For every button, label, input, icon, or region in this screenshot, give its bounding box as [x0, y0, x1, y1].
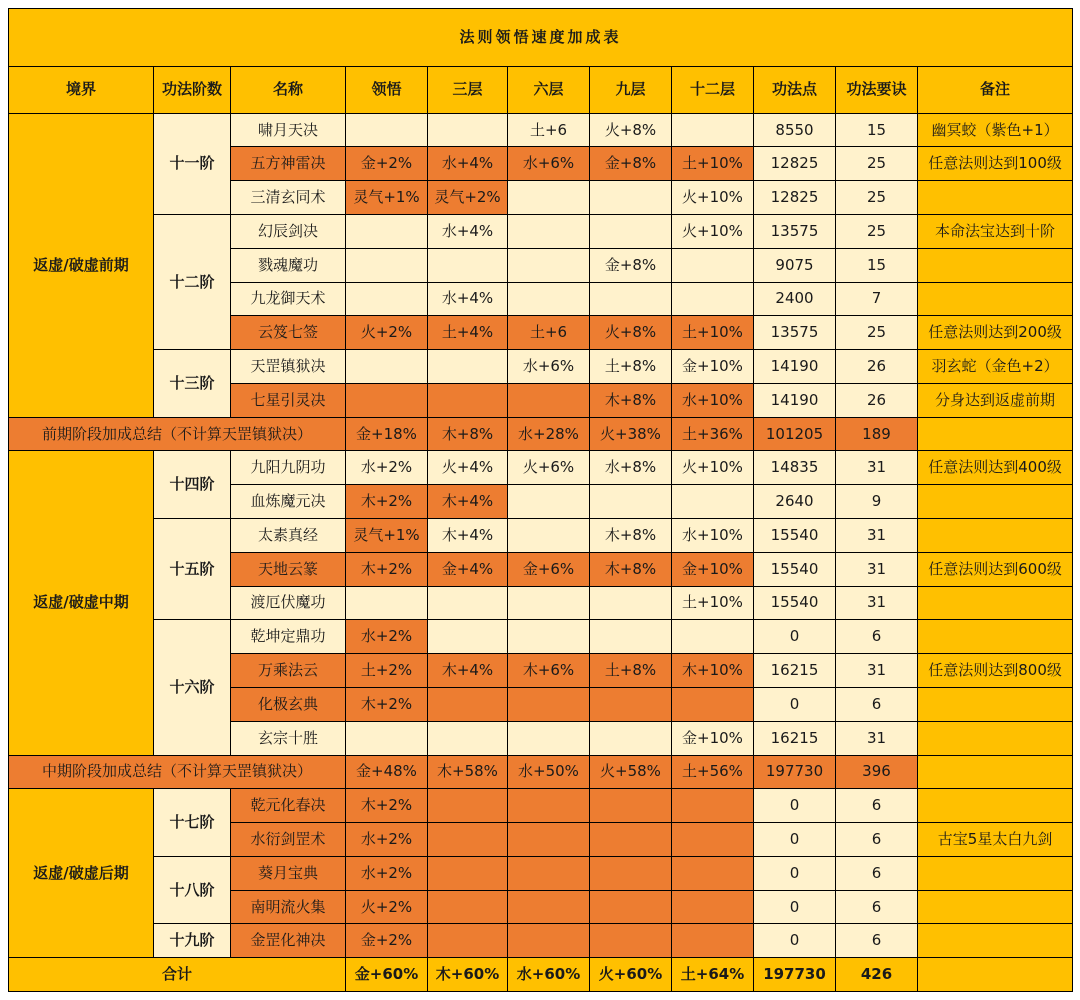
bonus-cell	[346, 215, 428, 249]
points-cell: 2640	[754, 485, 836, 519]
summary-bonus: 土+56%	[672, 755, 754, 789]
bonus-cell: 火+2%	[346, 316, 428, 350]
bonus-cell	[590, 789, 672, 823]
bonus-cell: 金+8%	[590, 147, 672, 181]
technique-name: 啸月天决	[231, 113, 346, 147]
bonus-cell	[672, 924, 754, 958]
column-header: 九层	[590, 67, 672, 114]
note-cell: 分身达到返虚前期	[918, 383, 1073, 417]
requirement-cell: 6	[836, 687, 918, 721]
bonus-cell	[428, 350, 508, 384]
bonus-cell: 灵气+1%	[346, 519, 428, 553]
bonus-cell: 土+4%	[428, 316, 508, 350]
requirement-cell: 25	[836, 181, 918, 215]
bonus-table	[8, 8, 1073, 992]
bonus-cell: 木+2%	[346, 789, 428, 823]
summary-label: 中期阶段加成总结（不计算天罡镇狱决）	[9, 755, 346, 789]
points-cell: 14835	[754, 451, 836, 485]
bonus-cell	[428, 113, 508, 147]
bonus-cell	[508, 620, 590, 654]
column-header: 功法阶数	[154, 67, 231, 114]
summ-row	[9, 417, 1073, 451]
total-bonus: 火+60%	[590, 958, 672, 992]
note-cell: 任意法则达到400级	[918, 451, 1073, 485]
realm-label: 返虚/破虚中期	[9, 451, 154, 755]
points-cell: 8550	[754, 113, 836, 147]
requirement-cell: 6	[836, 823, 918, 857]
bonus-cell	[428, 721, 508, 755]
requirement-cell: 15	[836, 113, 918, 147]
points-cell: 15540	[754, 552, 836, 586]
bonus-cell	[346, 350, 428, 384]
summary-bonus: 木+58%	[428, 755, 508, 789]
bonus-cell	[428, 586, 508, 620]
bonus-cell	[672, 856, 754, 890]
bonus-cell: 金+10%	[672, 552, 754, 586]
bonus-cell: 土+10%	[672, 316, 754, 350]
bonus-cell: 金+6%	[508, 552, 590, 586]
bonus-cell	[508, 856, 590, 890]
hdr-row	[9, 67, 1073, 114]
note-cell	[918, 890, 1073, 924]
bonus-cell	[508, 721, 590, 755]
bonus-cell	[428, 823, 508, 857]
summ-row	[9, 755, 1073, 789]
requirement-cell: 26	[836, 383, 918, 417]
total-note	[918, 958, 1073, 992]
bonus-cell: 土+8%	[590, 350, 672, 384]
technique-name: 南明流火集	[231, 890, 346, 924]
requirement-cell: 9	[836, 485, 918, 519]
requirement-cell: 31	[836, 451, 918, 485]
note-cell: 任意法则达到600级	[918, 552, 1073, 586]
note-cell: 古宝5星太白九剑	[918, 823, 1073, 857]
bonus-cell	[672, 789, 754, 823]
technique-name: 九龙御天术	[231, 282, 346, 316]
table-row	[9, 620, 1073, 654]
bonus-cell: 水+4%	[428, 215, 508, 249]
bonus-cell	[672, 620, 754, 654]
points-cell: 13575	[754, 316, 836, 350]
technique-name: 云笈七签	[231, 316, 346, 350]
bonus-cell: 水+2%	[346, 620, 428, 654]
note-cell	[918, 485, 1073, 519]
column-header: 十二层	[672, 67, 754, 114]
note-cell	[918, 586, 1073, 620]
technique-name: 幻辰剑决	[231, 215, 346, 249]
tier-label: 十九阶	[154, 924, 231, 958]
summary-bonus: 火+58%	[590, 755, 672, 789]
summary-label: 前期阶段加成总结（不计算天罡镇狱决）	[9, 417, 346, 451]
bonus-cell: 金+2%	[346, 147, 428, 181]
bonus-cell	[508, 586, 590, 620]
bonus-cell: 木+4%	[428, 485, 508, 519]
bonus-cell	[508, 924, 590, 958]
summary-note	[918, 755, 1073, 789]
points-cell: 2400	[754, 282, 836, 316]
note-cell	[918, 181, 1073, 215]
technique-name: 天地云篆	[231, 552, 346, 586]
bonus-cell	[346, 721, 428, 755]
requirement-cell: 31	[836, 586, 918, 620]
tier-label: 十六阶	[154, 620, 231, 755]
total-requirement: 426	[836, 958, 918, 992]
column-header: 领悟	[346, 67, 428, 114]
table-row	[9, 789, 1073, 823]
bonus-cell: 水+2%	[346, 451, 428, 485]
tier-label: 十八阶	[154, 856, 231, 924]
technique-name: 九阳九阴功	[231, 451, 346, 485]
points-cell: 0	[754, 620, 836, 654]
bonus-cell: 火+10%	[672, 181, 754, 215]
bonus-cell	[346, 113, 428, 147]
requirement-cell: 15	[836, 248, 918, 282]
summary-bonus: 水+50%	[508, 755, 590, 789]
requirement-cell: 31	[836, 721, 918, 755]
bonus-cell: 土+6	[508, 113, 590, 147]
bonus-cell: 木+10%	[672, 654, 754, 688]
requirement-cell: 6	[836, 620, 918, 654]
requirement-cell: 31	[836, 519, 918, 553]
technique-name: 天罡镇狱决	[231, 350, 346, 384]
points-cell: 13575	[754, 215, 836, 249]
tier-label: 十四阶	[154, 451, 231, 519]
tier-label: 十二阶	[154, 215, 231, 350]
bonus-cell: 金+8%	[590, 248, 672, 282]
points-cell: 0	[754, 687, 836, 721]
bonus-cell	[508, 181, 590, 215]
bonus-cell: 水+8%	[590, 451, 672, 485]
total-row	[9, 958, 1073, 992]
bonus-cell	[428, 248, 508, 282]
note-cell	[918, 721, 1073, 755]
bonus-cell	[508, 890, 590, 924]
bonus-cell	[590, 721, 672, 755]
technique-name: 乾坤定鼎功	[231, 620, 346, 654]
total-bonus: 木+60%	[428, 958, 508, 992]
bonus-cell: 火+8%	[590, 113, 672, 147]
summary-points: 101205	[754, 417, 836, 451]
page-title: 法则领悟速度加成表	[9, 9, 1073, 67]
requirement-cell: 25	[836, 147, 918, 181]
points-cell: 9075	[754, 248, 836, 282]
column-header: 六层	[508, 67, 590, 114]
bonus-cell: 水+2%	[346, 823, 428, 857]
technique-name: 戮魂魔功	[231, 248, 346, 282]
requirement-cell: 31	[836, 552, 918, 586]
note-cell	[918, 248, 1073, 282]
bonus-cell: 木+2%	[346, 485, 428, 519]
requirement-cell: 6	[836, 890, 918, 924]
technique-name: 五方神雷决	[231, 147, 346, 181]
tier-label: 十三阶	[154, 350, 231, 418]
bonus-cell	[672, 687, 754, 721]
note-cell	[918, 282, 1073, 316]
points-cell: 16215	[754, 654, 836, 688]
bonus-cell	[590, 687, 672, 721]
bonus-cell	[672, 890, 754, 924]
bonus-cell	[590, 586, 672, 620]
bonus-cell	[590, 924, 672, 958]
points-cell: 0	[754, 890, 836, 924]
note-cell: 任意法则达到100级	[918, 147, 1073, 181]
bonus-cell	[346, 586, 428, 620]
points-cell: 0	[754, 823, 836, 857]
table-row	[9, 451, 1073, 485]
bonus-cell: 木+8%	[590, 383, 672, 417]
summary-bonus: 金+48%	[346, 755, 428, 789]
technique-name: 三清玄同术	[231, 181, 346, 215]
summary-requirement: 189	[836, 417, 918, 451]
summary-requirement: 396	[836, 755, 918, 789]
summary-note	[918, 417, 1073, 451]
note-cell	[918, 687, 1073, 721]
realm-label: 返虚/破虚后期	[9, 789, 154, 958]
bonus-cell	[428, 383, 508, 417]
bonus-cell	[428, 620, 508, 654]
bonus-cell: 水+2%	[346, 856, 428, 890]
table-row	[9, 856, 1073, 890]
technique-name: 万乘法云	[231, 654, 346, 688]
realm-label: 返虚/破虚前期	[9, 113, 154, 417]
bonus-cell: 木+4%	[428, 654, 508, 688]
bonus-cell: 火+6%	[508, 451, 590, 485]
bonus-cell	[508, 687, 590, 721]
technique-name: 乾元化春决	[231, 789, 346, 823]
note-cell	[918, 924, 1073, 958]
bonus-cell: 木+6%	[508, 654, 590, 688]
table-row	[9, 350, 1073, 384]
points-cell: 12825	[754, 147, 836, 181]
tier-label: 十七阶	[154, 789, 231, 857]
bonus-cell	[672, 113, 754, 147]
column-header: 功法要诀	[836, 67, 918, 114]
bonus-cell: 金+2%	[346, 924, 428, 958]
bonus-cell	[428, 789, 508, 823]
summary-points: 197730	[754, 755, 836, 789]
table-row	[9, 519, 1073, 553]
bonus-cell: 土+10%	[672, 586, 754, 620]
bonus-cell	[590, 890, 672, 924]
technique-name: 渡厄伏魔功	[231, 586, 346, 620]
total-bonus: 金+60%	[346, 958, 428, 992]
bonus-cell: 土+8%	[590, 654, 672, 688]
bonus-cell	[508, 282, 590, 316]
bonus-cell	[590, 620, 672, 654]
summary-bonus: 土+36%	[672, 417, 754, 451]
title-row	[9, 9, 1073, 67]
bonus-cell: 金+10%	[672, 350, 754, 384]
bonus-cell: 水+6%	[508, 147, 590, 181]
column-header: 境界	[9, 67, 154, 114]
bonus-cell: 火+2%	[346, 890, 428, 924]
total-bonus: 水+60%	[508, 958, 590, 992]
bonus-cell: 水+10%	[672, 519, 754, 553]
column-header: 功法点	[754, 67, 836, 114]
bonus-cell: 木+2%	[346, 552, 428, 586]
bonus-cell: 金+4%	[428, 552, 508, 586]
points-cell: 14190	[754, 383, 836, 417]
bonus-cell	[590, 181, 672, 215]
bonus-cell: 土+10%	[672, 147, 754, 181]
bonus-cell	[672, 282, 754, 316]
bonus-cell: 火+10%	[672, 215, 754, 249]
technique-name: 玄宗十胜	[231, 721, 346, 755]
note-cell: 任意法则达到800级	[918, 654, 1073, 688]
requirement-cell: 25	[836, 215, 918, 249]
bonus-cell: 水+4%	[428, 282, 508, 316]
points-cell: 12825	[754, 181, 836, 215]
column-header: 备注	[918, 67, 1073, 114]
total-label: 合计	[9, 958, 346, 992]
technique-name: 水衍剑罡术	[231, 823, 346, 857]
bonus-cell: 灵气+2%	[428, 181, 508, 215]
bonus-cell	[508, 248, 590, 282]
bonus-cell	[508, 215, 590, 249]
total-points: 197730	[754, 958, 836, 992]
bonus-cell: 水+10%	[672, 383, 754, 417]
bonus-cell	[672, 248, 754, 282]
bonus-cell: 火+8%	[590, 316, 672, 350]
requirement-cell: 6	[836, 789, 918, 823]
table-row	[9, 924, 1073, 958]
column-header: 三层	[428, 67, 508, 114]
bonus-cell	[590, 282, 672, 316]
technique-name: 七星引灵决	[231, 383, 346, 417]
table-row	[9, 113, 1073, 147]
bonus-cell: 木+4%	[428, 519, 508, 553]
bonus-cell: 火+4%	[428, 451, 508, 485]
technique-name: 葵月宝典	[231, 856, 346, 890]
bonus-cell: 木+8%	[590, 552, 672, 586]
bonus-cell: 土+2%	[346, 654, 428, 688]
tier-label: 十一阶	[154, 113, 231, 214]
summary-bonus: 火+38%	[590, 417, 672, 451]
bonus-cell	[508, 519, 590, 553]
bonus-cell: 土+6	[508, 316, 590, 350]
note-cell	[918, 620, 1073, 654]
note-cell: 本命法宝达到十阶	[918, 215, 1073, 249]
bonus-cell	[428, 924, 508, 958]
bonus-cell: 水+4%	[428, 147, 508, 181]
bonus-cell	[508, 383, 590, 417]
bonus-cell	[346, 282, 428, 316]
bonus-cell: 水+6%	[508, 350, 590, 384]
bonus-cell: 木+2%	[346, 687, 428, 721]
bonus-cell	[346, 383, 428, 417]
bonus-cell	[346, 248, 428, 282]
note-cell	[918, 789, 1073, 823]
bonus-cell	[508, 485, 590, 519]
bonus-cell	[428, 687, 508, 721]
summary-bonus: 金+18%	[346, 417, 428, 451]
bonus-cell: 灵气+1%	[346, 181, 428, 215]
points-cell: 0	[754, 789, 836, 823]
technique-name: 化极玄典	[231, 687, 346, 721]
points-cell: 0	[754, 924, 836, 958]
tier-label: 十五阶	[154, 519, 231, 620]
bonus-cell	[590, 215, 672, 249]
note-cell: 幽冥蛟（紫色+1）	[918, 113, 1073, 147]
bonus-cell	[428, 890, 508, 924]
requirement-cell: 31	[836, 654, 918, 688]
bonus-cell	[428, 856, 508, 890]
bonus-cell	[590, 823, 672, 857]
points-cell: 15540	[754, 519, 836, 553]
requirement-cell: 6	[836, 856, 918, 890]
bonus-cell	[672, 823, 754, 857]
bonus-cell	[672, 485, 754, 519]
bonus-cell	[590, 485, 672, 519]
note-cell: 任意法则达到200级	[918, 316, 1073, 350]
summary-bonus: 木+8%	[428, 417, 508, 451]
bonus-cell	[508, 789, 590, 823]
requirement-cell: 6	[836, 924, 918, 958]
bonus-cell: 火+10%	[672, 451, 754, 485]
technique-name: 金罡化神决	[231, 924, 346, 958]
column-header: 名称	[231, 67, 346, 114]
bonus-cell: 木+8%	[590, 519, 672, 553]
bonus-cell	[590, 856, 672, 890]
note-cell: 羽玄蛇（金色+2）	[918, 350, 1073, 384]
bonus-cell: 金+10%	[672, 721, 754, 755]
points-cell: 14190	[754, 350, 836, 384]
summary-bonus: 水+28%	[508, 417, 590, 451]
note-cell	[918, 519, 1073, 553]
points-cell: 16215	[754, 721, 836, 755]
note-cell	[918, 856, 1073, 890]
technique-name: 太素真经	[231, 519, 346, 553]
requirement-cell: 26	[836, 350, 918, 384]
points-cell: 0	[754, 856, 836, 890]
technique-name: 血炼魔元决	[231, 485, 346, 519]
bonus-cell	[508, 823, 590, 857]
requirement-cell: 25	[836, 316, 918, 350]
table-row	[9, 215, 1073, 249]
points-cell: 15540	[754, 586, 836, 620]
total-bonus: 土+64%	[672, 958, 754, 992]
requirement-cell: 7	[836, 282, 918, 316]
